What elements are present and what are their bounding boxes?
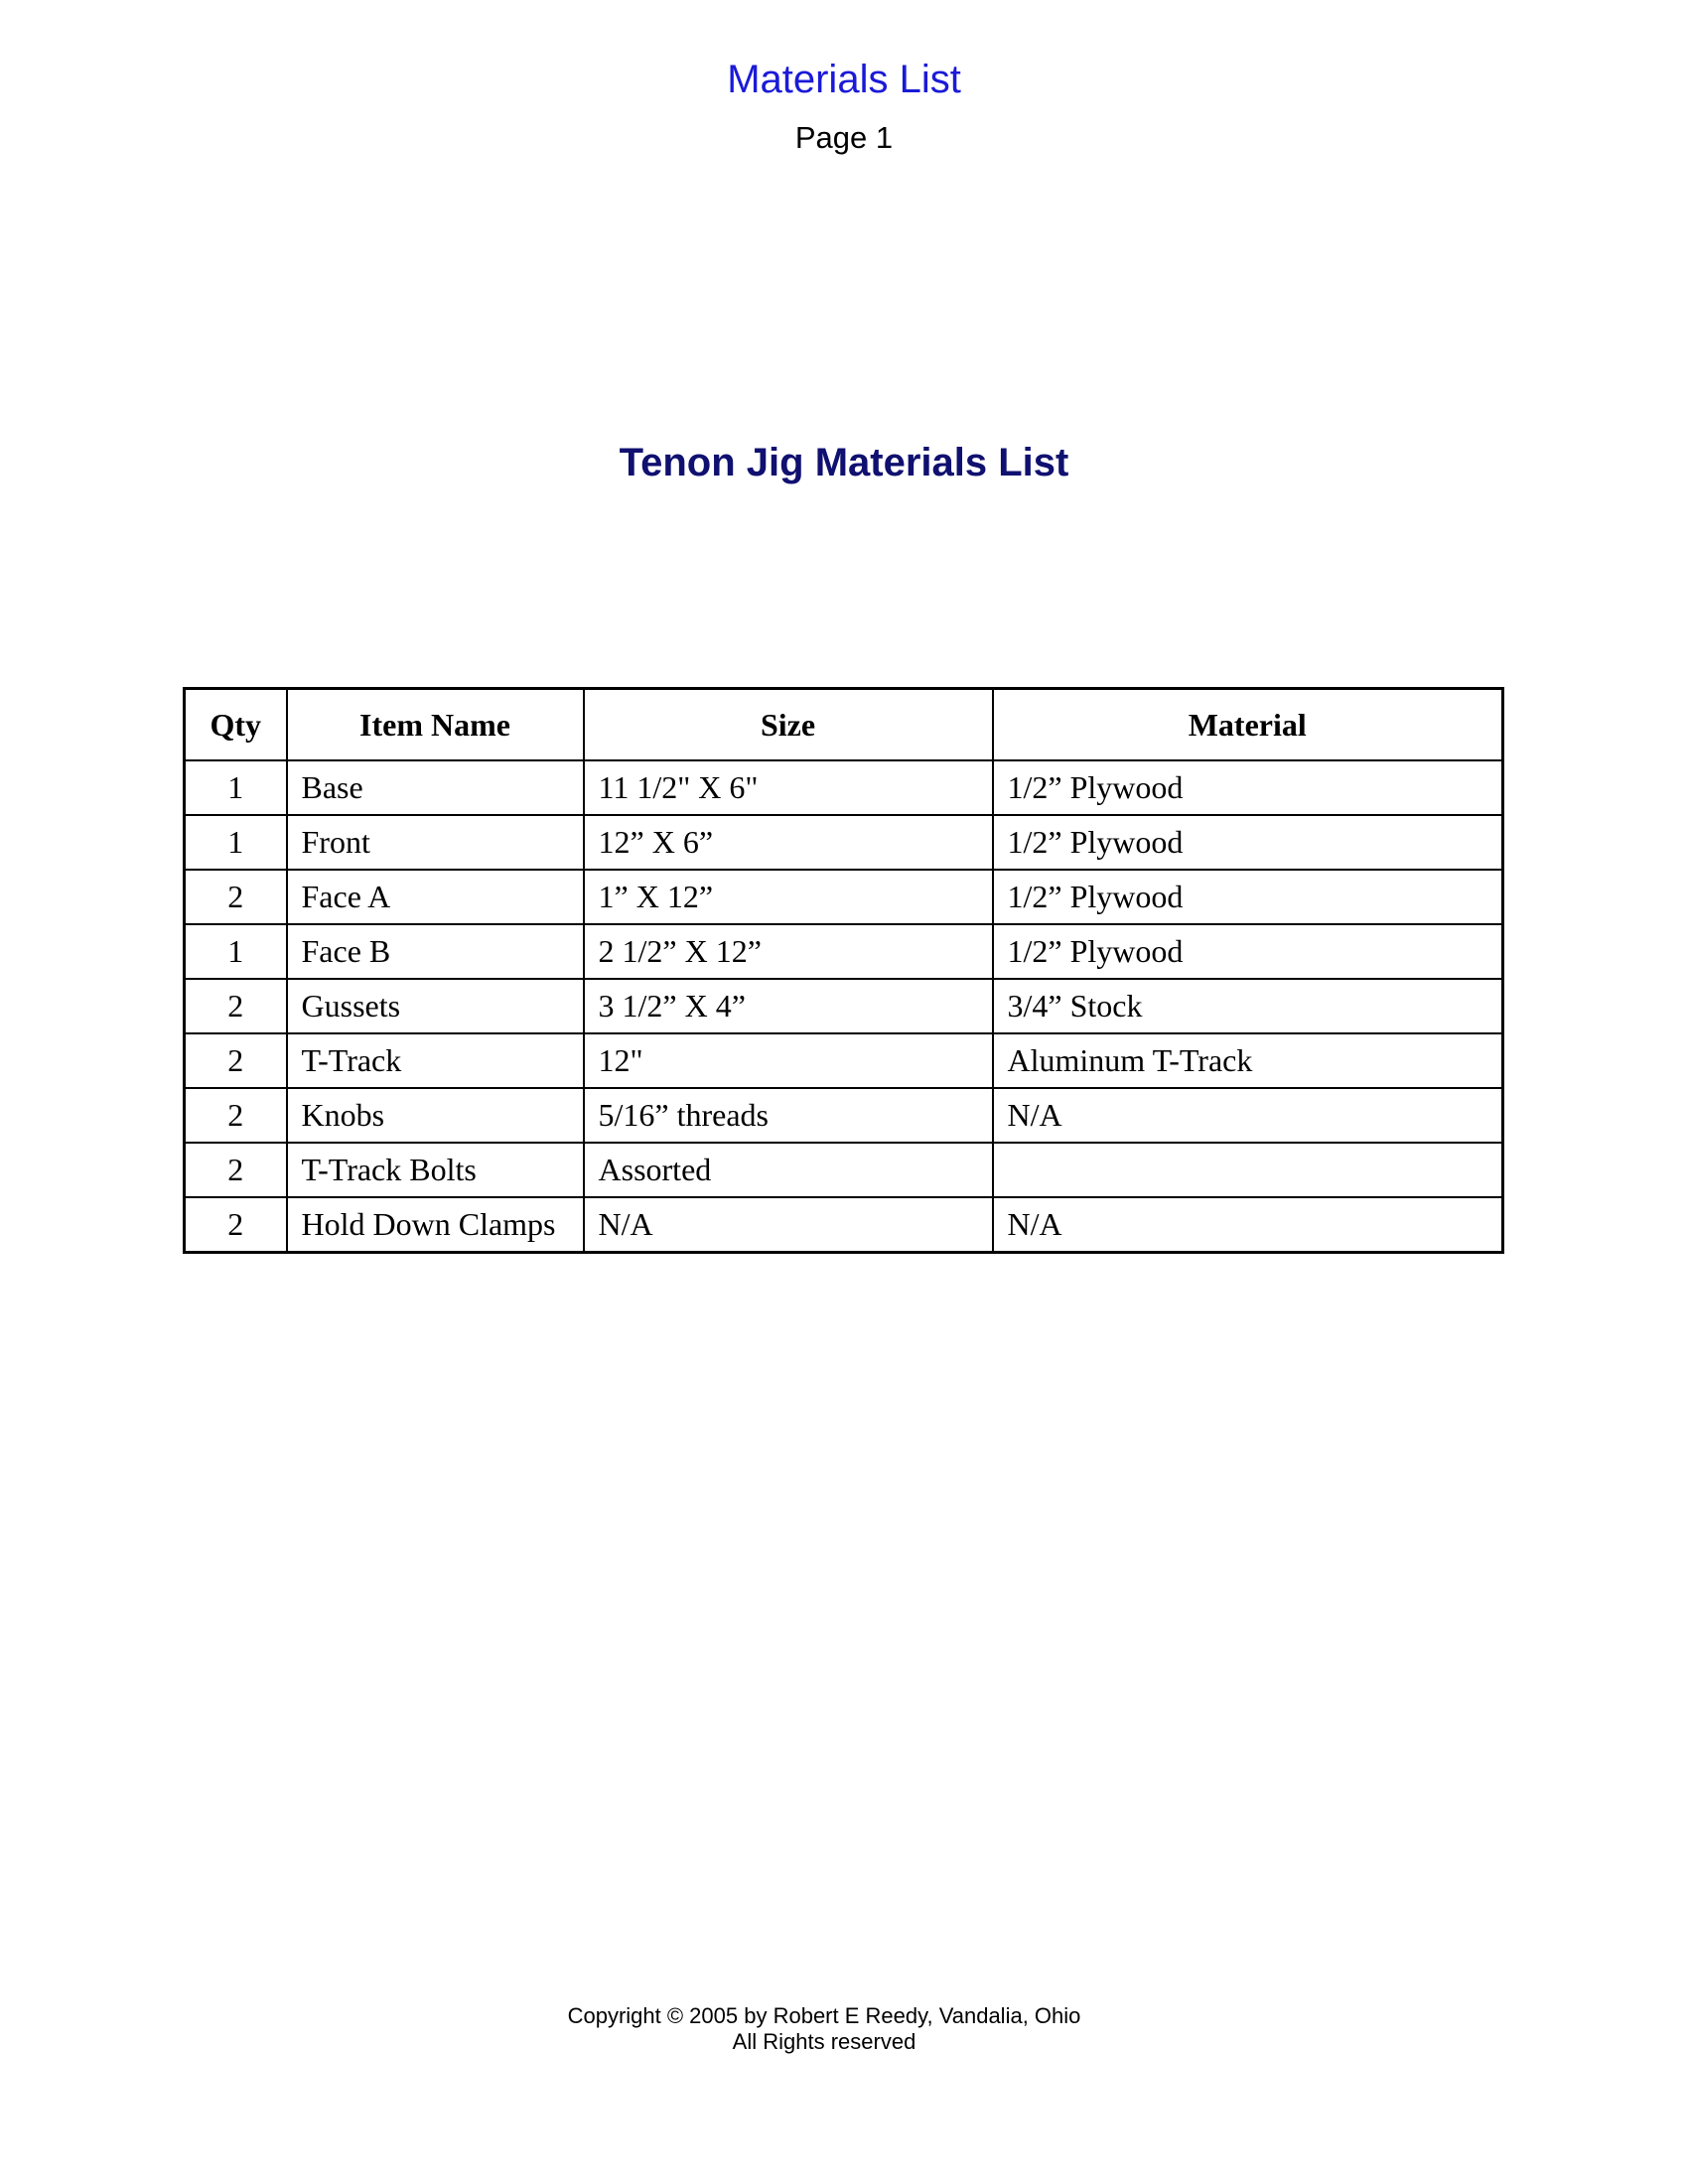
copyright-line: Copyright © 2005 by Robert E Reedy, Vandalia, Ohio — [567, 2003, 1081, 2028]
cell-size: 12" — [584, 1033, 993, 1088]
cell-qty: 2 — [185, 1088, 287, 1143]
cell-qty: 2 — [185, 1143, 287, 1197]
table-row — [185, 1088, 1503, 1143]
cell-material: 3/4” Stock — [993, 979, 1503, 1033]
cell-size: N/A — [584, 1197, 993, 1253]
cell-qty: 1 — [185, 760, 287, 815]
table-row — [185, 1033, 1503, 1088]
cell-qty: 2 — [185, 979, 287, 1033]
cell-material: 1/2” Plywood — [993, 760, 1503, 815]
copyright-footer — [0, 2003, 1648, 2056]
cell-material — [993, 1143, 1503, 1197]
table-row — [185, 1197, 1503, 1253]
running-header-title: Materials List — [727, 58, 961, 101]
table-row — [185, 760, 1503, 815]
cell-item-name: T-Track — [287, 1033, 584, 1088]
cell-qty: 2 — [185, 1197, 287, 1253]
column-header-item-name: Item Name — [287, 689, 584, 761]
cell-item-name: Gussets — [287, 979, 584, 1033]
column-header-qty: Qty — [185, 689, 287, 761]
cell-size: 11 1/2" X 6" — [584, 760, 993, 815]
cell-item-name: Face A — [287, 870, 584, 924]
cell-size: 1” X 12” — [584, 870, 993, 924]
rights-line: All Rights reserved — [732, 2029, 916, 2055]
cell-item-name: Face B — [287, 924, 584, 979]
cell-size: 5/16” threads — [584, 1088, 993, 1143]
cell-material: 1/2” Plywood — [993, 870, 1503, 924]
column-header-material: Material — [993, 689, 1503, 761]
cell-size: Assorted — [584, 1143, 993, 1197]
cell-material: N/A — [993, 1088, 1503, 1143]
cell-item-name: Front — [287, 815, 584, 870]
cell-qty: 2 — [185, 870, 287, 924]
cell-size: 12” X 6” — [584, 815, 993, 870]
column-header-size: Size — [584, 689, 993, 761]
table-row — [185, 815, 1503, 870]
cell-size: 3 1/2” X 4” — [584, 979, 993, 1033]
cell-item-name: Hold Down Clamps — [287, 1197, 584, 1253]
cell-qty: 1 — [185, 924, 287, 979]
cell-item-name: T-Track Bolts — [287, 1143, 584, 1197]
cell-qty: 1 — [185, 815, 287, 870]
document-title: Tenon Jig Materials List — [619, 441, 1069, 484]
cell-qty: 2 — [185, 1033, 287, 1088]
cell-material: Aluminum T-Track — [993, 1033, 1503, 1088]
cell-material: 1/2” Plywood — [993, 924, 1503, 979]
cell-size: 2 1/2” X 12” — [584, 924, 993, 979]
table-row — [185, 1143, 1503, 1197]
table-row — [185, 979, 1503, 1033]
table-row — [185, 924, 1503, 979]
cell-material: N/A — [993, 1197, 1503, 1253]
cell-item-name: Base — [287, 760, 584, 815]
table-header-row — [185, 689, 1503, 761]
cell-material: 1/2” Plywood — [993, 815, 1503, 870]
cell-item-name: Knobs — [287, 1088, 584, 1143]
page-number: Page 1 — [794, 120, 894, 155]
materials-table — [183, 687, 1504, 1254]
table-row — [185, 870, 1503, 924]
